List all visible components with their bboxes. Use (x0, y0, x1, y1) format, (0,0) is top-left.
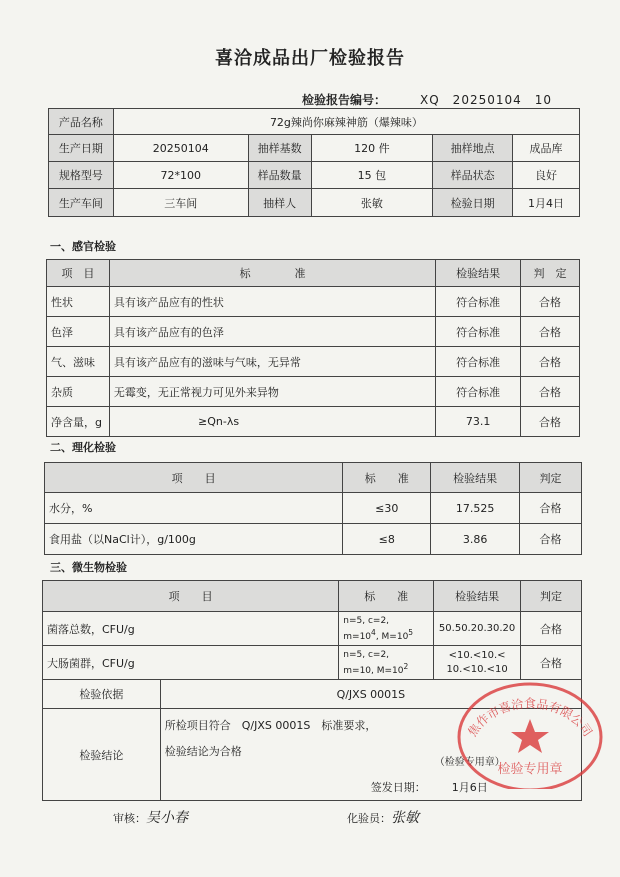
table-row-result (434, 612, 521, 646)
table-row-verdict: 合格 (521, 612, 582, 646)
table-row-standard (339, 612, 434, 646)
table-row-result: 符合标准 (436, 377, 521, 407)
table-row-standard: 无霉变，无正常视力可见外来异物 (109, 377, 435, 407)
sampler: 张敏 (311, 189, 433, 217)
table-row-standard: ≥Qn-λs (109, 407, 435, 437)
table-row-verdict: 合格 (520, 524, 582, 555)
table-row-verdict: 合格 (521, 407, 580, 437)
report-number-value: XQ 20250104 10 (420, 93, 553, 107)
table-row-item: 气、滋味 (47, 347, 110, 377)
micro-header-item: 项 目 (43, 581, 339, 612)
reviewer-signature: 吴小春 (146, 810, 188, 826)
table-row-result: 3.86 (431, 524, 520, 555)
inspect-date: 1月4日 (513, 189, 580, 217)
sensory-header-item: 项 目 (47, 260, 110, 287)
sample-place-label: 抽样地点 (433, 135, 513, 162)
physchem-table (44, 462, 582, 555)
tester-label: 化验员： (347, 812, 391, 825)
spec-label: 规格型号 (49, 162, 114, 189)
table-row-result: 符合标准 (436, 347, 521, 377)
prod-date-label: 生产日期 (49, 135, 114, 162)
sensory-header-standard: 标 准 (109, 260, 435, 287)
workshop: 三车间 (113, 189, 248, 217)
stamp-note: （检验专用章） (434, 757, 505, 768)
reviewer-label: 审核： (113, 812, 146, 825)
spec: 72*100 (113, 162, 248, 189)
sample-state-label: 样品状态 (433, 162, 513, 189)
inspection-seal (455, 677, 605, 789)
table-row-verdict: 合格 (521, 377, 580, 407)
result-line1: 50.50.20.30.20 (438, 623, 516, 634)
sample-place: 成品库 (513, 135, 580, 162)
std-m: m=10, M=10 (343, 665, 404, 676)
tester (347, 807, 419, 827)
sample-base: 120 件 (311, 135, 433, 162)
conclusion-line1: 所检项目符合 Q/JXS 0001S 标准要求， (164, 719, 377, 732)
table-row-item: 色泽 (47, 317, 110, 347)
table-row-result: 符合标准 (436, 287, 521, 317)
basic-info-table (48, 108, 580, 217)
sampler-label: 抽样人 (248, 189, 311, 217)
table-row-item: 净含量，g (47, 407, 110, 437)
table-row-standard (339, 646, 434, 680)
conclusion-label: 检验结论 (43, 709, 161, 801)
table-row-verdict: 合格 (521, 287, 580, 317)
physchem-header-verdict: 判定 (520, 463, 582, 493)
table-row-verdict: 合格 (521, 646, 582, 680)
sensory-table (46, 259, 580, 437)
result-line1: <10.<10.< (448, 649, 506, 661)
reviewer (113, 807, 188, 827)
std-line1: n=5, c=2, (343, 615, 390, 626)
std-M-exp: 5 (408, 627, 414, 637)
basis-value: Q/JXS 0001S (160, 680, 581, 709)
basis-label: 检验依据 (43, 680, 161, 709)
table-row-verdict: 合格 (521, 317, 580, 347)
prod-date: 20250104 (113, 135, 248, 162)
table-row-verdict: 合格 (520, 493, 582, 524)
std-m-exp: 4 (371, 627, 376, 637)
result-line2: 10.<10.<10 (446, 663, 508, 675)
seal-star (511, 719, 549, 753)
table-row-standard: 具有该产品应有的性状 (109, 287, 435, 317)
physchem-header-item: 项 目 (45, 463, 343, 493)
sensory-heading: 一、感官检验 (50, 240, 116, 253)
table-row-standard: 具有该产品应有的色泽 (109, 317, 435, 347)
micro-header-result: 检验结果 (434, 581, 521, 612)
table-row-result: 符合标准 (436, 317, 521, 347)
table-row-result (434, 646, 521, 680)
product-name-label: 产品名称 (49, 109, 114, 135)
issue-date-value: 1月6日 (451, 781, 488, 794)
table-row-result: 73.1 (436, 407, 521, 437)
micro-heading: 三、微生物检验 (50, 561, 127, 574)
report-number (302, 91, 552, 108)
sample-qty: 15 包 (311, 162, 433, 189)
table-row-item: 菌落总数，CFU/g (43, 612, 339, 646)
table-row-item: 性状 (47, 287, 110, 317)
table-row-standard: ≤30 (343, 493, 431, 524)
std-M: , M=10 (375, 631, 409, 642)
issue-date-label: 签发日期： (370, 781, 426, 794)
tester-signature: 张敏 (391, 810, 419, 826)
std-m: m=10 (343, 631, 372, 642)
table-row-result: 17.525 (431, 493, 520, 524)
workshop-label: 生产车间 (49, 189, 114, 217)
physchem-heading: 二、理化检验 (50, 441, 116, 454)
seal-sub-text: 检验专用章 (497, 762, 563, 777)
sensory-header-verdict: 判 定 (521, 260, 580, 287)
sample-base-label: 抽样基数 (248, 135, 311, 162)
product-name: 72g辣尚你麻辣神筋（爆辣味） (113, 109, 579, 135)
conclusion-line2: 检验结论为合格 (164, 745, 242, 758)
table-row-item: 杂质 (47, 377, 110, 407)
inspect-date-label: 检验日期 (433, 189, 513, 217)
physchem-header-standard: 标 准 (343, 463, 431, 493)
table-row-standard: ≤8 (343, 524, 431, 555)
table-row-item: 水分，% (45, 493, 343, 524)
table-row-item: 食用盐（以NaCl计），g/100g (45, 524, 343, 555)
table-row-standard: 具有该产品应有的滋味与气味，无异常 (109, 347, 435, 377)
std-line1: n=5, c=2, (343, 649, 390, 660)
table-row-verdict: 合格 (521, 347, 580, 377)
micro-header-verdict: 判定 (521, 581, 582, 612)
report-title: 喜洽成品出厂检验报告 (215, 48, 405, 69)
sensory-header-result: 检验结果 (436, 260, 521, 287)
physchem-header-result: 检验结果 (431, 463, 520, 493)
micro-header-standard: 标 准 (339, 581, 434, 612)
sample-state: 良好 (513, 162, 580, 189)
std-m-exp: 2 (403, 661, 409, 671)
seal-arc-text: 焦作市喜洽食品有限公司 (465, 696, 595, 740)
report-number-label: 检验报告编号： (302, 93, 387, 107)
sample-qty-label: 样品数量 (248, 162, 311, 189)
table-row-item: 大肠菌群，CFU/g (43, 646, 339, 680)
